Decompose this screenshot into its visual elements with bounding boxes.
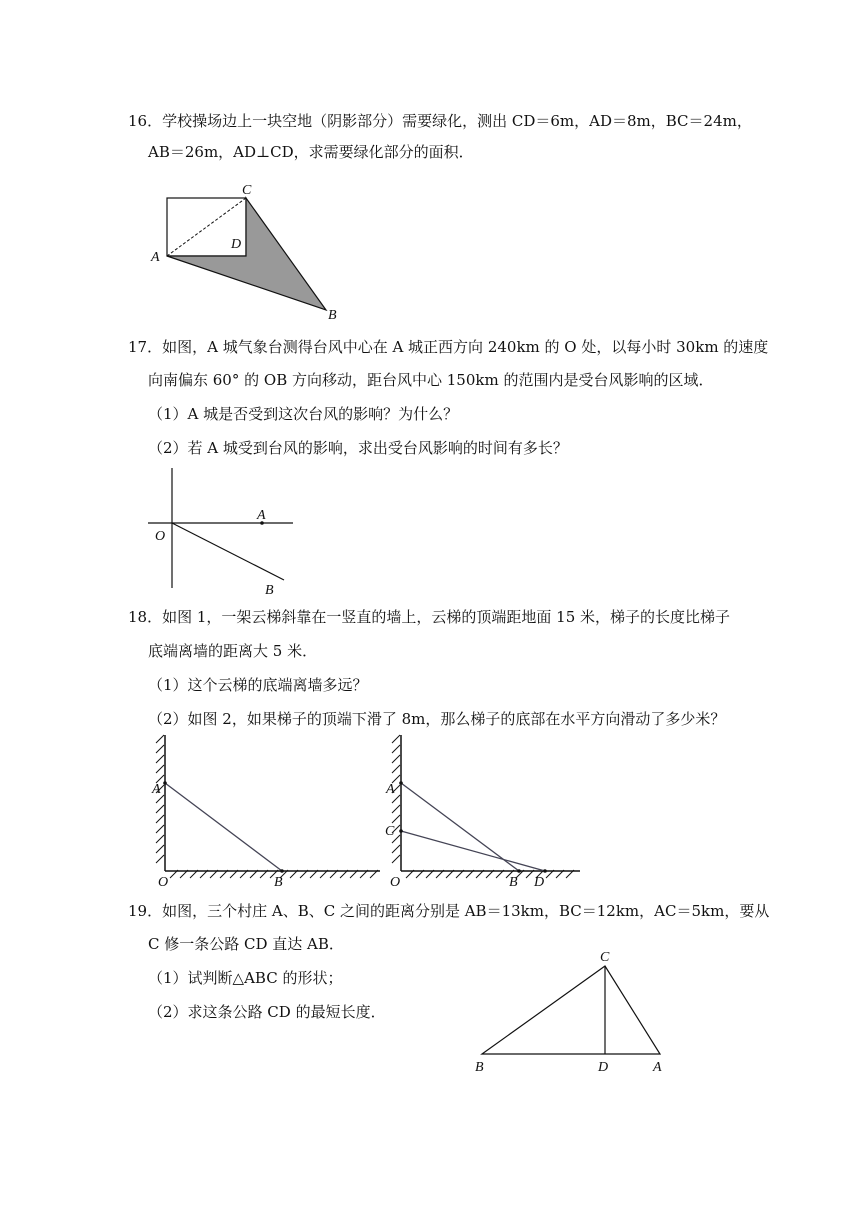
q18-line2: 底端离墙的距离大 5 米． — [148, 642, 318, 660]
q18-f2-label-d: D — [534, 875, 545, 890]
q16-line2: AB＝26m，AD⊥CD，求需要绿化部分的面积． — [148, 143, 474, 161]
q17-label-b: B — [265, 583, 274, 598]
q18-line1: 18．如图 1，一架云梯斜靠在一竖直的墙上，云梯的顶端距地面 15 米，梯子的长度比梯子 — [128, 608, 731, 626]
q19-label-d: D — [598, 1060, 609, 1075]
q18-f2-label-a: A — [386, 782, 395, 797]
q18-f1-label-b: B — [274, 875, 283, 890]
q18-sub1: （1）这个云梯的底端离墙多远？ — [148, 676, 368, 694]
q16-label-a: A — [151, 250, 160, 265]
q18-f1-label-a: A — [152, 782, 161, 797]
q19-triangle-abc — [482, 966, 660, 1054]
q16-label-b: B — [328, 308, 337, 323]
q19-label-c: C — [600, 950, 610, 965]
q17-label-o: O — [155, 529, 166, 544]
q19-line1: 19．如图，三个村庄 A、B、C 之间的距离分别是 AB＝13km，BC＝12km，AC＝5km，要从 — [128, 902, 770, 920]
q19-figure — [468, 946, 678, 1076]
q17-figure — [145, 468, 305, 598]
q19-line2: C 修一条公路 CD 直达 AB． — [148, 935, 344, 953]
q16-figure — [145, 178, 345, 323]
q18-f2-ladder-ab — [401, 783, 519, 871]
q16-label-c: C — [242, 183, 252, 198]
q18-figure-1 — [150, 733, 385, 890]
q19-label-b: B — [475, 1060, 484, 1075]
q18-figure-2 — [382, 733, 587, 890]
q17-sub1: （1）A 城是否受到这次台风的影响？为什么？ — [148, 405, 459, 423]
q19-sub1: （1）试判断△ABC 的形状； — [148, 969, 343, 987]
q19-sub2: （2）求这条公路 CD 的最短长度． — [148, 1003, 386, 1021]
q17-line1: 17．如图，A 城气象台测得台风中心在 A 城正西方向 240km 的 O 处，以每小时 30km 的速度 — [128, 338, 769, 356]
q18-f2-label-o: O — [390, 875, 401, 890]
q17-sub2: （2）若 A 城受到台风的影响，求出受台风影响的时间有多长？ — [148, 439, 568, 457]
q18-f1-ladder — [165, 783, 282, 871]
q19-label-a: A — [653, 1060, 662, 1075]
q18-f2-label-c: C — [385, 824, 395, 839]
q17-line-ob — [172, 523, 284, 580]
q17-line2: 向南偏东 60° 的 OB 方向移动，距台风中心 150km 的范围内是受台风影响的区域． — [148, 371, 714, 389]
q18-f2-label-b: B — [509, 875, 518, 890]
q18-f1-label-o: O — [158, 875, 169, 890]
q16-label-d: D — [231, 237, 242, 252]
q16-shaded-area — [167, 198, 326, 310]
q18-sub2: （2）如图 2，如果梯子的顶端下滑了 8m，那么梯子的底部在水平方向滑动了多少米？ — [148, 710, 726, 728]
q17-label-a: A — [257, 508, 266, 523]
q16-line1: 16．学校操场边上一块空地（阴影部分）需要绿化，测出 CD＝6m，AD＝8m，BC＝24m， — [128, 112, 752, 130]
